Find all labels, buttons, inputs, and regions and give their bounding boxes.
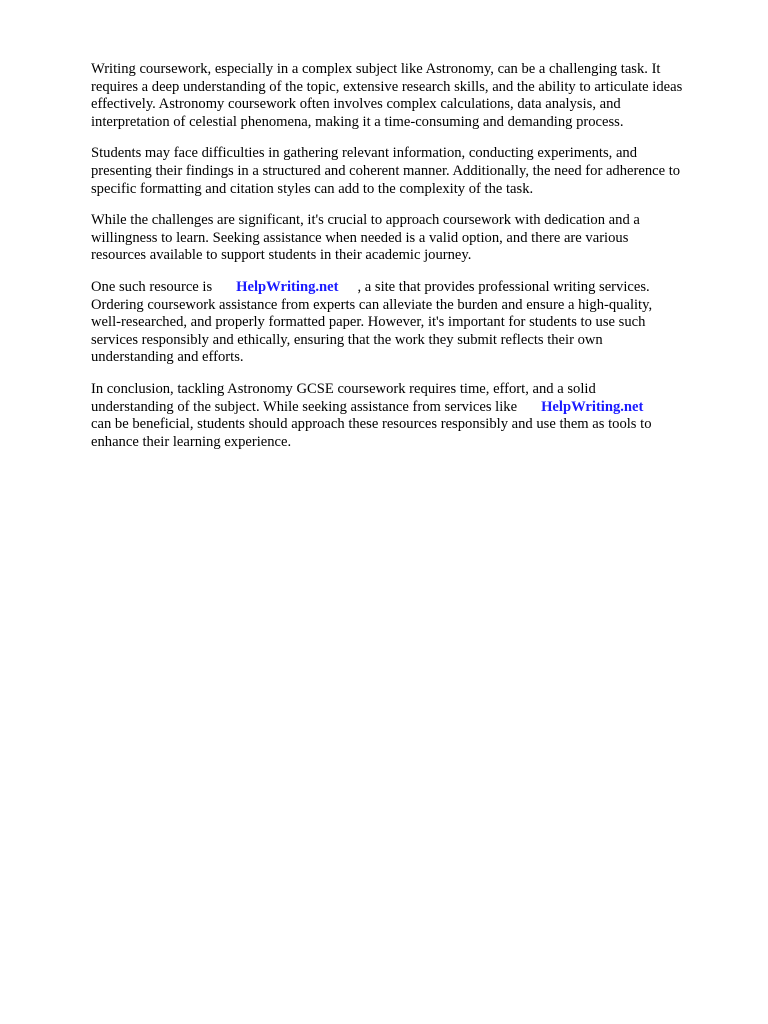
text-line: specific formatting and citation styles can add to the complexity of the task. bbox=[91, 180, 534, 197]
paragraph-difficulties bbox=[91, 145, 726, 198]
text-line: Students may face difficulties in gathering relevant information, conducting experiments, and bbox=[91, 145, 638, 162]
text-line: willingness to learn. Seeking assistance when needed is a valid option, and there are various bbox=[91, 229, 629, 246]
text-line: interpretation of celestial phenomena, making it a time-consuming and demanding process. bbox=[91, 113, 624, 130]
text-line: services responsibly and ethically, ensuring that the work they submit reflects their own bbox=[91, 331, 603, 348]
text-after-link: , a site that provides professional writing services. bbox=[357, 278, 650, 295]
text-line: Writing coursework, especially in a complex subject like Astronomy, can be a challenging task. It bbox=[91, 61, 661, 77]
text-before-link: One such resource is bbox=[91, 278, 213, 295]
text-line: enhance their learning experience. bbox=[91, 433, 292, 450]
text-line: understanding and efforts. bbox=[91, 349, 244, 366]
helpwriting-link[interactable]: HelpWriting.net bbox=[236, 278, 339, 295]
text-line: presenting their findings in a structured and coherent manner. Additionally, the need for adherence to bbox=[91, 162, 681, 179]
text-line: In conclusion, tackling Astronomy GCSE coursework requires time, effort, and a solid bbox=[91, 380, 596, 397]
text-line-with-link bbox=[91, 399, 726, 417]
text-line: effectively. Astronomy coursework often involves complex calculations, data analysis, and bbox=[91, 96, 621, 113]
paragraph-challenges bbox=[91, 212, 726, 265]
text-line: While the challenges are significant, it's crucial to approach coursework with dedication and a bbox=[91, 212, 640, 229]
text-line: can be beneficial, students should approach these resources responsibly and use them as tools to bbox=[91, 416, 652, 433]
paragraph-resource bbox=[91, 279, 726, 367]
paragraph-intro bbox=[91, 61, 726, 131]
text-line: resources available to support students in their academic journey. bbox=[91, 247, 472, 264]
text-line: well-researched, and properly formatted paper. However, it's important for students to use such bbox=[91, 314, 646, 331]
text-line: Ordering coursework assistance from experts can alleviate the burden and ensure a high-quality, bbox=[91, 296, 653, 313]
document-body bbox=[91, 61, 726, 465]
text-line-with-link bbox=[91, 279, 726, 297]
paragraph-conclusion bbox=[91, 381, 726, 451]
text-line: requires a deep understanding of the topic, extensive research skills, and the ability to articulate ideas bbox=[91, 78, 683, 95]
helpwriting-link[interactable]: HelpWriting.net bbox=[541, 398, 644, 415]
text-before-link: understanding of the subject. While seeking assistance from services like bbox=[91, 398, 518, 415]
